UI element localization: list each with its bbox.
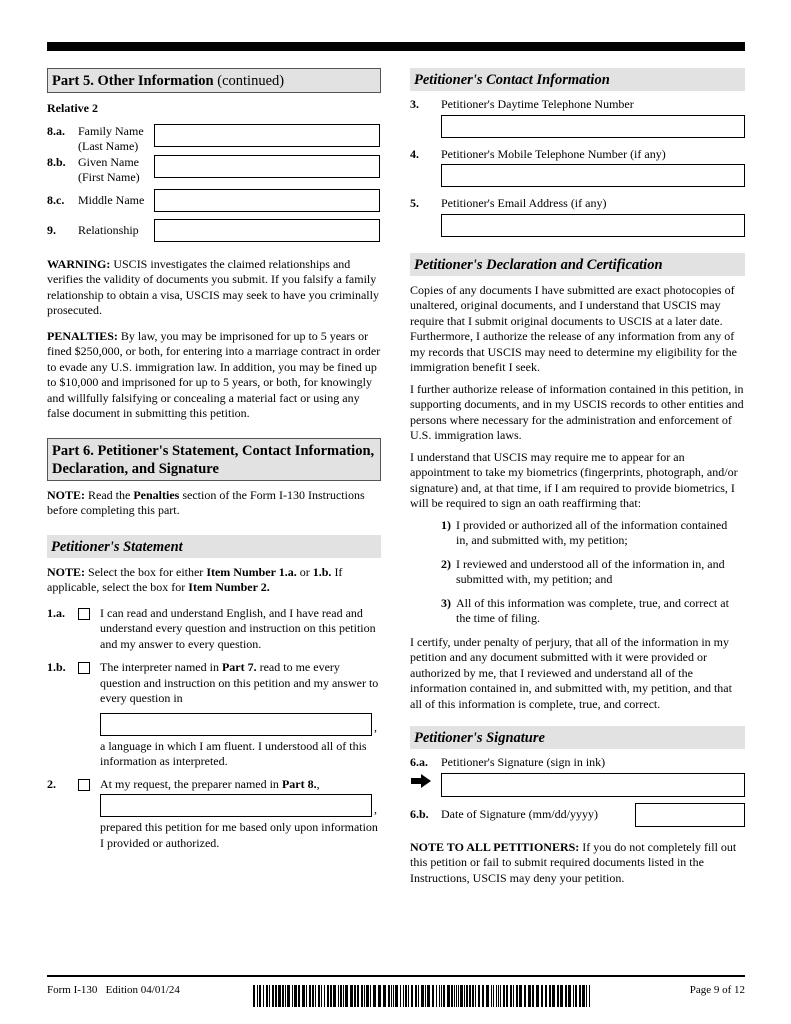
oath-item-1 [410,518,745,549]
item-number: 8.c. [47,192,65,207]
item-number: 2. [47,776,56,791]
signature-heading: Petitioner's Signature [410,726,745,749]
statement-heading: Petitioner's Statement [47,535,381,558]
declaration-p2: I further authorize release of information contained in this petition, in supporting documents, and in my USCIS records to other entities and persons where necessary for the administration and enforcement of U.S. immigration laws. [410,381,744,442]
item-1b-row [47,660,381,770]
item-number: 6.a. [410,755,428,769]
signature-label: Petitioner's Signature (sign in ink) [441,755,606,769]
form-number: Form I-130 [47,984,98,996]
item-1b-text [100,660,381,707]
item-2-checkbox[interactable] [78,779,90,791]
language-field[interactable] [100,713,372,736]
note-text: Select the box for either [85,564,207,579]
comma: , [374,801,377,816]
item-number: 9. [47,222,56,237]
email-row [410,196,745,212]
note-item-1b: 1.b. [312,564,332,579]
item-2-after: prepared this petition for me based only upon information I provided or authorized. [100,820,378,850]
mobile-phone-label: Petitioner's Mobile Telephone Number (if any) [441,146,666,161]
warning-text: USCIS investigates the claimed relationships and verifies the validity of documents you submit. If you falsify a family relationship to obtain a visa, USCIS may seek to have you criminally prosecuted. [47,256,379,317]
right-column [410,68,745,886]
note-or: or [296,564,313,579]
signature-note [410,840,745,887]
penalties-label: PENALTIES: [47,328,118,343]
relationship-label: Relationship [78,222,139,237]
declaration-p4: I certify, under penalty of perjury, that all of the information in my petition and any document submitted with it were provided or authorized by me, that I reviewed and understand all of the information contained in, and submitted with, my petition, and that all of this information is complete, true, and correct. [410,634,732,711]
signature-field-row [410,773,745,797]
item-2-part-ref: Part 8. [281,776,317,791]
language-field-row [100,713,381,736]
middle-name-row [47,189,381,212]
penalties-text: By law, you may be imprisoned for up to 5 years or fined $250,000, or both, for entering into a marriage contract in order to evade any U.S. immigration law. In addition, you may be fined up to $10,000 and imprisoned for up to 5 years, or both, for knowingly and willfully falsifying or concealing a material fact or using any false document in submitting this petition. [47,328,381,420]
daytime-phone-row [410,97,745,113]
item-2-row [47,777,381,852]
family-name-label-line2: (Last Name) [78,139,139,153]
oath-num: 1) [441,517,451,532]
part5-title: Part 5. Other Information [52,73,214,89]
middle-name-label: Middle Name [78,192,145,207]
item-number: 5. [410,196,419,210]
left-column [47,68,381,851]
note-text: Read the [85,487,134,502]
note-penalties: Penalties [133,487,180,502]
item-1b-text-post: read to me every question and instruction on this petition and my answer to every question in [100,660,379,705]
statement-note [47,565,381,596]
item-1b-part-ref: Part 7. [221,660,257,674]
preparer-field[interactable] [100,794,372,817]
contact-heading: Petitioner's Contact Information [410,68,745,91]
family-name-label [78,124,154,155]
note-text-end: section of the Form I-130 Instructions before completing this part. [47,487,365,517]
barcode [253,985,593,1007]
item-1b-content [100,660,381,770]
part6-header: Part 6. Petitioner's Statement, Contact Information, Declaration, and Signature [47,438,381,481]
warning-label: WARNING: [47,256,111,271]
item-number: 1.b. [47,660,66,674]
declaration-heading: Petitioner's Declaration and Certification [410,253,745,276]
oath-item-2 [410,557,745,588]
given-name-label [78,155,154,186]
item-2-content [100,777,381,852]
item-2-text [100,777,381,793]
given-name-field[interactable] [154,155,380,178]
item-1a-checkbox[interactable] [78,608,90,620]
arrow-icon [410,773,441,794]
family-name-label-line1: Family Name [78,123,144,138]
item-number: 6.b. [410,806,429,821]
item-1a-row [47,606,381,653]
oath-text: I provided or authorized all of the information contained in, and submitted with, my petition; [456,517,728,547]
note-item-1a: Item Number 1.a. [206,564,297,579]
edition-date: Edition 04/01/24 [105,984,180,996]
item-number: 3. [410,97,419,111]
middle-name-field[interactable] [154,189,380,212]
given-name-row [47,155,381,186]
item-number: 8.a. [47,123,65,138]
declaration-p3: I understand that USCIS may require me to appear for an appointment to take my biometrics (fingerprints, photograph, and/or signature) and, at that time, if I am required to provide biometrics, I will be required to sign an oath reaffirming that: [410,449,738,510]
relative-heading: Relative 2 [47,101,98,115]
comma: , [316,776,320,791]
form-edition [47,983,180,999]
item-1a-text: I can read and understand English, and I have read and understand every question and instruction on this petition and my answer to every question. [100,605,376,651]
item-1b-after: a language in which I am fluent. I understood all of this information as interpreted. [100,738,367,768]
date-row [410,803,745,827]
date-label: Date of Signature (mm/dd/yyyy) [441,806,598,821]
given-name-label-line1: Given Name [78,154,139,169]
family-name-row [47,124,381,155]
oath-num: 3) [441,595,451,610]
part6-note [47,488,381,519]
oath-item-3 [410,596,745,627]
note-item-2: Item Number 2. [188,580,270,594]
oath-text: I reviewed and understood all of the information in, and submitted with, my petition; and [456,556,725,586]
item-1b-checkbox[interactable] [78,662,90,674]
note-label: NOTE: [47,564,86,579]
relationship-field[interactable] [154,219,380,242]
signature-field[interactable] [441,773,745,797]
family-name-field[interactable] [154,124,380,147]
note-text-mid: If applicable, select the box for [47,564,343,594]
part5-header [47,68,381,93]
daytime-phone-field[interactable] [441,115,745,138]
item-number: 8.b. [47,154,66,169]
date-field[interactable] [635,803,745,827]
note-label: NOTE: [47,487,86,502]
part5-continued: (continued) [213,73,285,89]
email-field[interactable] [441,214,745,237]
note-label: NOTE TO ALL PETITIONERS: [410,839,580,854]
penalties-paragraph [47,329,381,422]
signature-row [410,755,745,771]
footer-rule [47,975,745,977]
note-text: If you do not completely fill out this petition or fail to submit required documents listed in the Instructions, USCIS may deny your petition. [410,839,737,885]
declaration-p1: Copies of any documents I have submitted are exact photocopies of unaltered, original documents, and I understand that USCIS may require that I submit original documents to USCIS at a later date. Furthermore, I authorize the release of any information from any of my records that USCIS may need to determine my eligibility for the immigration benefit I seek. [410,282,737,374]
mobile-phone-row [410,147,745,163]
preparer-field-row [100,794,381,817]
warning-paragraph [47,257,381,319]
page-number: Page 9 of 12 [689,984,745,996]
top-rule [47,42,745,51]
comma: , [374,720,377,734]
mobile-phone-field[interactable] [441,164,745,187]
item-1b-text-pre: The interpreter named in [100,660,222,674]
relationship-row [47,219,381,242]
item-number: 4. [410,146,419,161]
oath-num: 2) [441,556,451,571]
item-number: 1.a. [47,605,65,620]
item-2-text-pre: At my request, the preparer named in [100,776,282,791]
given-name-label-line2: (First Name) [78,170,140,184]
oath-text: All of this information was complete, true, and correct at the time of filing. [456,595,729,625]
email-label: Petitioner's Email Address (if any) [441,196,607,210]
daytime-phone-label: Petitioner's Daytime Telephone Number [441,97,634,111]
